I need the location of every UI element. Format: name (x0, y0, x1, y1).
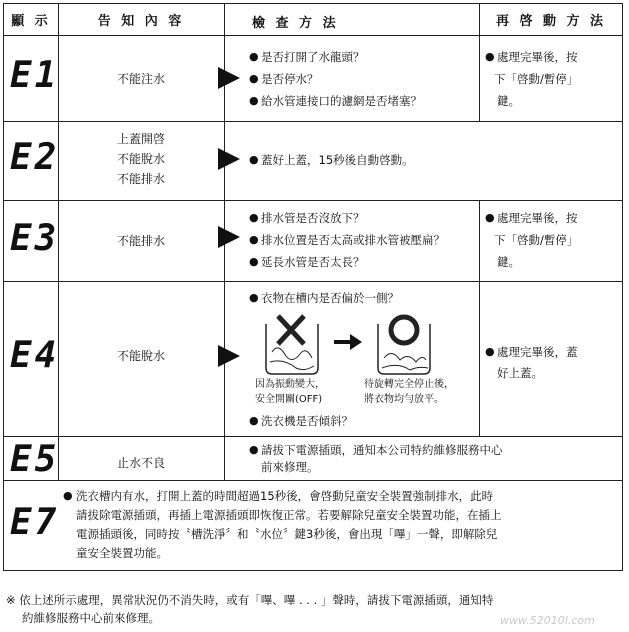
bullet-icon: ● (485, 211, 495, 224)
error-code-e5: E5 (10, 439, 60, 480)
bullet-icon: ● (249, 233, 259, 246)
notice-e4: 不能脫水 (116, 348, 165, 363)
bullet-icon: ● (249, 255, 259, 268)
bullet-icon: ● (249, 414, 259, 427)
row-divider (4, 436, 622, 437)
restart-e1-1: 處理完畢後，按 (497, 50, 578, 64)
bullet-icon: ● (485, 345, 495, 358)
header-restart: 再 啓 動 方 法 (495, 14, 607, 29)
caption-balanced-2: 將衣物均勻放平。 (364, 394, 444, 405)
check-e5-2: 前來修理。 (261, 460, 319, 474)
bullet-icon: ● (249, 72, 259, 85)
washer-illustration (248, 312, 468, 378)
column-divider (479, 200, 480, 436)
error-code-e1: E1 (10, 55, 60, 96)
e7-text-3: 電源插頭後，同時按〝槽洗淨〞和〝水位〞鍵3秒後，會出現「嗶」一聲，即解除兒 (76, 527, 498, 541)
error-code-e4: E4 (10, 335, 60, 376)
footnote-line-2: 約維修服務中心前來修理。 (22, 611, 160, 625)
notice-e3: 不能排水 (116, 234, 165, 248)
e7-text-4: 童安全裝置功能。 (76, 546, 168, 560)
check-e1-1: 是否打開了水龍頭？ (261, 50, 365, 64)
arrow-icon (218, 226, 240, 248)
check-e5-1: 請拔下電源插頭，通知本公司特約維修服務中心 (261, 443, 503, 457)
arrow-icon (218, 345, 240, 367)
restart-e3-2: 下「啓動/暫停」 (494, 233, 579, 247)
notice-e2-line: 上蓋開啓 (116, 132, 165, 146)
check-e4-1: 衣物在槽内是否偏於一側？ (261, 291, 399, 305)
header-notice: 告 知 內 容 (97, 14, 185, 29)
notice-e5: 止水不良 (116, 455, 165, 470)
bullet-icon: ● (249, 211, 259, 224)
restart-e4-1: 處理完畢後，蓋 (497, 345, 578, 359)
row-divider (4, 121, 622, 122)
notice-e2-line: 不能排水 (116, 172, 165, 186)
footnote-line-1: ※ 依上述所示處理，異常狀況仍不消失時，或有「嗶、嗶 . . . 」聲時，請拔下電源插頭，通知特 (6, 593, 494, 607)
header-check: 檢 查 方 法 (252, 16, 339, 31)
bullet-icon: ● (249, 94, 259, 107)
check-e3-2: 排水位置是否太高或排水管被壓扁？ (261, 233, 445, 247)
error-code-e3: E3 (10, 218, 60, 259)
error-code-e7: E7 (10, 502, 60, 543)
washer-balanced-icon (378, 317, 430, 374)
bullet-icon: ● (63, 489, 73, 502)
e7-text-1: 洗衣槽内有水，打開上蓋的時間超過15秒後，會啓動兒童安全裝置強制排水，此時 (76, 489, 494, 503)
restart-e3-3: 鍵。 (497, 255, 520, 269)
error-code-e2: E2 (10, 137, 60, 178)
caption-unbalanced-1: 因為振動變大， (255, 379, 325, 390)
bullet-icon: ● (249, 50, 259, 63)
restart-e1-2: 下「啓動/暫停」 (494, 72, 579, 86)
caption-unbalanced-2: 安全開關(OFF) (255, 394, 323, 405)
bullet-icon: ● (249, 153, 259, 166)
right-arrow-icon (334, 334, 362, 350)
check-e3-3: 延長水管是否太長？ (261, 255, 365, 269)
caption-balanced-1: 待旋轉完全停止後， (364, 379, 454, 390)
row-divider (4, 480, 622, 481)
check-e1-2: 是否停水？ (261, 72, 319, 86)
check-e1-3: 給水管連接口的濾網是否堵塞？ (261, 94, 422, 108)
notice-e2 (58, 129, 224, 189)
arrow-icon (218, 148, 240, 170)
restart-e4-2: 好上蓋。 (497, 366, 543, 380)
check-e2-1: 蓋好上蓋，15秒後自動啓動。 (261, 153, 414, 167)
watermark: www.52010l.com (500, 614, 595, 627)
header-display: 顯 示 (11, 14, 51, 29)
row-divider (4, 281, 622, 282)
arrow-icon (218, 67, 240, 89)
restart-e1-3: 鍵。 (497, 94, 520, 108)
check-e3-1: 排水管是否沒放下？ (261, 211, 365, 225)
restart-e3-1: 處理完畢後，按 (497, 211, 578, 225)
bullet-icon: ● (249, 291, 259, 304)
bullet-icon: ● (249, 443, 259, 456)
bullet-icon: ● (485, 50, 495, 63)
e7-text-2: 請拔除電源插頭，再插上電源插頭即恢復正常。若要解除兒童安全裝置功能，在插上 (76, 508, 502, 522)
notice-e2-line: 不能脫水 (116, 152, 165, 166)
notice-e1: 不能注水 (116, 71, 165, 86)
check-e4-2: 洗衣機是否傾斜？ (261, 414, 353, 428)
washer-unbalanced-icon (266, 316, 318, 374)
